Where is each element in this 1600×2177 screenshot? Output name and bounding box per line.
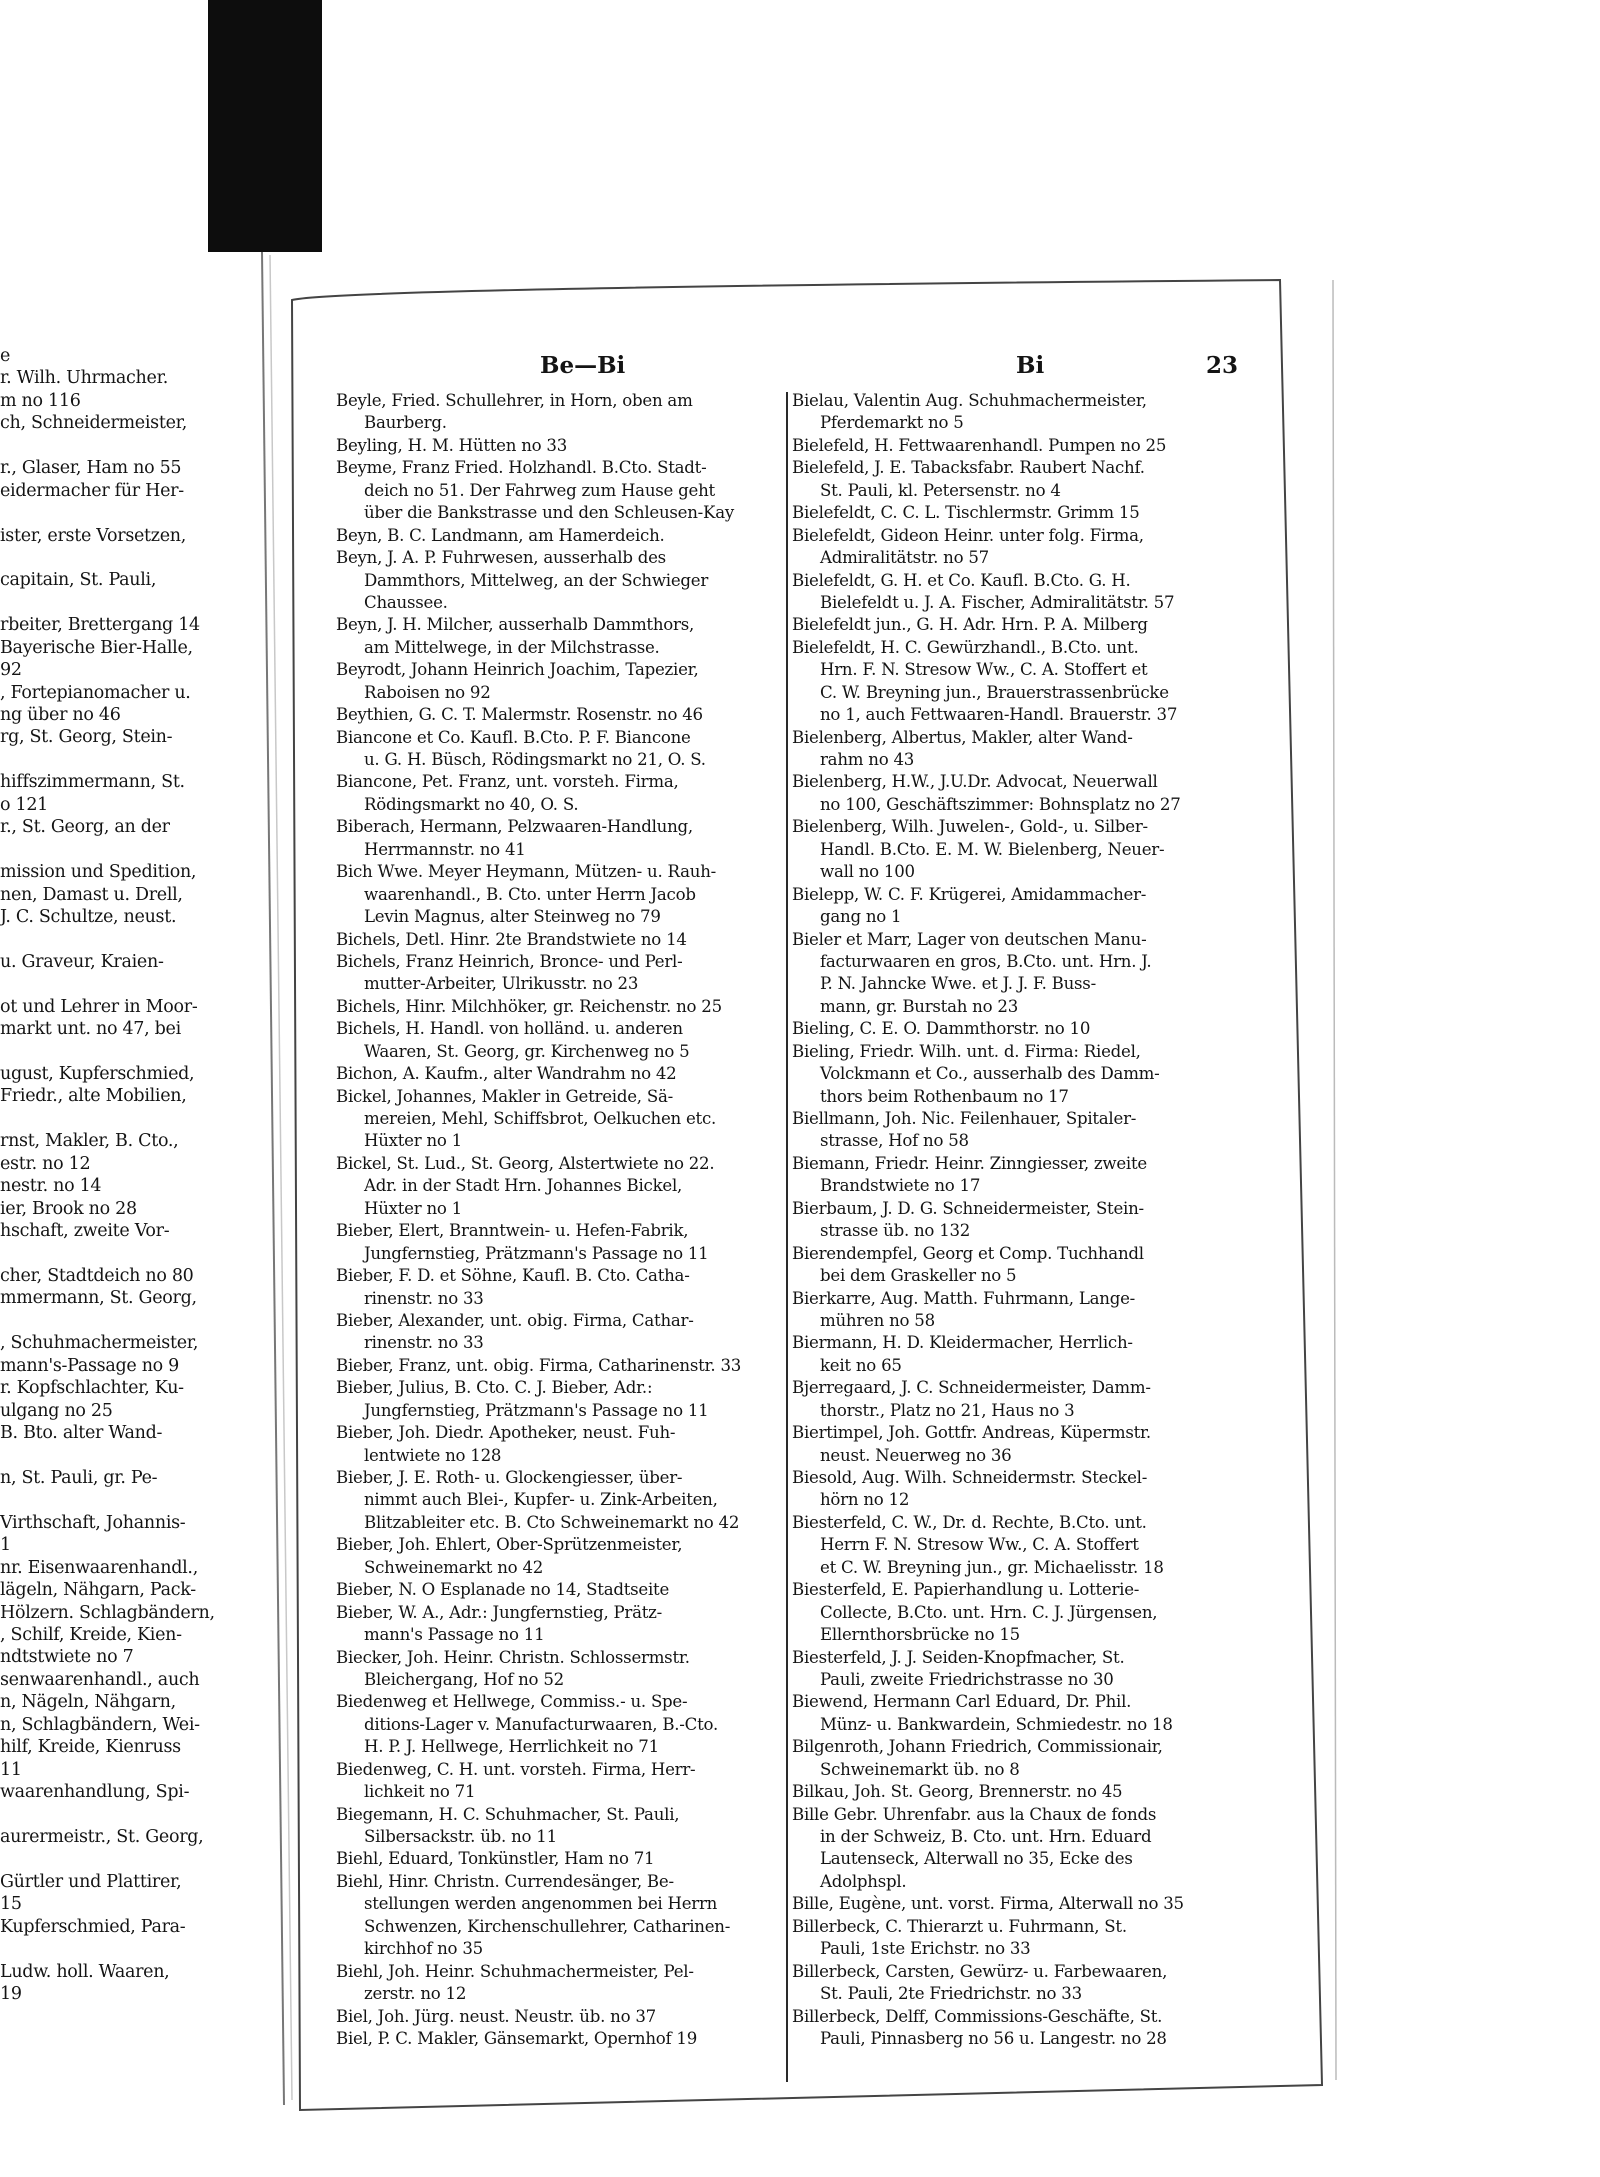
entry-continuation-line: keit no 65 bbox=[820, 1355, 902, 1375]
left-page-line: 15 bbox=[0, 1894, 22, 1915]
entry-continuation-line: Herrmannstr. no 41 bbox=[364, 839, 526, 859]
entry-line: Bielefeldt, C. C. L. Tischlermstr. Grimm 15 bbox=[792, 503, 1140, 523]
entry-line: Biesold, Aug. Wilh. Schneidermstr. Steckel- bbox=[792, 1468, 1148, 1487]
entry-continuation-line: Schwenzen, Kirchenschullehrer, Catharinen- bbox=[364, 1916, 731, 1936]
header-letter: Bi bbox=[1016, 352, 1045, 379]
left-page-line: 19 bbox=[0, 1983, 22, 2004]
entry-line: Bieber, N. O Esplanade no 14, Stadtseite bbox=[336, 1580, 670, 1600]
left-page-line: hschaft, zweite Vor- bbox=[0, 1221, 170, 1242]
entry-continuation-line: mann, gr. Burstah no 23 bbox=[820, 996, 1019, 1016]
left-page-line bbox=[0, 1803, 235, 1825]
entry-continuation-line: no 1, auch Fettwaaren-Handl. Brauerstr. 37 bbox=[820, 705, 1178, 725]
left-page-line: lägeln, Nähgarn, Pack- bbox=[0, 1580, 196, 1601]
entry-continuation-line: strasse üb. no 132 bbox=[820, 1221, 971, 1241]
entry-continuation-line: Rödingsmarkt no 40, O. S. bbox=[364, 794, 579, 814]
entry-line: Biertimpel, Joh. Gottfr. Andreas, Küpermstr. bbox=[792, 1423, 1151, 1443]
left-page-line: Hölzern. Schlagbändern, bbox=[0, 1602, 215, 1623]
entry-continuation-line: Hüxter no 1 bbox=[364, 1198, 462, 1218]
entry-line: Bieber, J. E. Roth- u. Glockengiesser, über- bbox=[336, 1468, 683, 1487]
left-page-line: n, Nägeln, Nähgarn, bbox=[0, 1692, 176, 1713]
entry-continuation-line: H. P. J. Hellwege, Herrlichkeit no 71 bbox=[364, 1737, 659, 1757]
entry-continuation-line: neust. Neuerweg no 36 bbox=[820, 1445, 1012, 1465]
entry-continuation-line: Schweinemarkt no 42 bbox=[364, 1557, 544, 1577]
entry-continuation-line: St. Pauli, 2te Friedrichstr. no 33 bbox=[820, 1984, 1082, 2004]
entry-continuation-line: lichkeit no 71 bbox=[364, 1782, 476, 1802]
entry-line: Bierkarre, Aug. Matth. Fuhrmann, Lange- bbox=[792, 1288, 1136, 1308]
entry-line: Bieber, Elert, Branntwein- u. Hefen-Fabrik, bbox=[336, 1221, 689, 1241]
entry-continuation-line: Münz- u. Bankwardein, Schmiedestr. no 18 bbox=[820, 1714, 1173, 1734]
left-page-line: rg, St. Georg, Stein- bbox=[0, 727, 173, 748]
left-page-line bbox=[0, 1848, 235, 1870]
entry-line: Biedenweg et Hellwege, Commiss.- u. Spe- bbox=[336, 1692, 688, 1712]
left-page-line: ndtstwiete no 7 bbox=[0, 1647, 134, 1668]
left-page-line: nr. Eisenwaarenhandl., bbox=[0, 1557, 198, 1578]
entry-line: Biemann, Friedr. Heinr. Zinngiesser, zweite bbox=[792, 1153, 1147, 1173]
entry-line: Beyn, B. C. Landmann, am Hamerdeich. bbox=[336, 525, 665, 545]
left-page-line: eidermacher für Her- bbox=[0, 480, 184, 501]
entry-line: Beyme, Franz Fried. Holzhandl. B.Cto. Stadt- bbox=[336, 458, 707, 478]
left-page-line bbox=[0, 1243, 235, 1265]
entry-continuation-line: Herrn F. N. Stresow Ww., C. A. Stoffert bbox=[820, 1535, 1139, 1555]
left-page-line: 92 bbox=[0, 660, 22, 681]
binding-strip bbox=[208, 0, 322, 252]
left-page-line: Kupferschmied, Para- bbox=[0, 1916, 186, 1937]
entry-continuation-line: stellungen werden angenommen bei Herrn bbox=[364, 1894, 718, 1914]
entry-line: Bielefeldt jun., G. H. Adr. Hrn. P. A. Milberg bbox=[792, 615, 1148, 635]
entry-continuation-line: u. G. H. Büsch, Rödingsmarkt no 21, O. S. bbox=[364, 750, 706, 769]
left-page-line bbox=[0, 839, 235, 861]
left-page-line bbox=[0, 928, 235, 950]
entry-continuation-line: mühren no 58 bbox=[820, 1310, 935, 1330]
entry-continuation-line: Blitzableiter etc. B. Cto Schweinemarkt no 42 bbox=[364, 1512, 740, 1532]
entry-line: Biehl, Hinr. Christn. Currendesänger, Be- bbox=[336, 1871, 674, 1891]
entry-line: Bielefeldt, Gideon Heinr. unter folg. Firma, bbox=[792, 525, 1144, 545]
entry-continuation-line: Chaussee. bbox=[364, 592, 448, 612]
left-page-line: rnst, Makler, B. Cto., bbox=[0, 1131, 179, 1152]
left-page-line: cher, Stadtdeich no 80 bbox=[0, 1265, 194, 1286]
entry-line: Biesterfeld, J. J. Seiden-Knopfmacher, St. bbox=[792, 1647, 1125, 1667]
entry-line: Billerbeck, C. Thierarzt u. Fuhrmann, St. bbox=[792, 1916, 1127, 1936]
left-page-line: ch, Schneidermeister, bbox=[0, 413, 188, 434]
left-page-line: Gürtler und Plattirer, bbox=[0, 1871, 182, 1892]
left-page-line: nen, Damast u. Drell, bbox=[0, 884, 183, 905]
left-page-line: waarenhandlung, Spi- bbox=[0, 1782, 190, 1802]
entry-line: Bille Gebr. Uhrenfabr. aus la Chaux de fonds bbox=[792, 1804, 1157, 1824]
entry-line: Bieber, W. A., Adr.: Jungfernstieg, Prätz- bbox=[336, 1602, 663, 1622]
left-page-line: rbeiter, Brettergang 14 bbox=[0, 615, 200, 636]
entry-line: Biel, P. C. Makler, Gänsemarkt, Opernhof 19 bbox=[336, 2028, 698, 2048]
entry-line: Biehl, Joh. Heinr. Schuhmachermeister, Pel- bbox=[336, 1961, 694, 1981]
entry-continuation-line: Pauli, 1ste Erichstr. no 33 bbox=[820, 1939, 1031, 1959]
entry-line: Bjerregaard, J. C. Schneidermeister, Damm- bbox=[792, 1378, 1151, 1398]
entry-continuation-line: Jungfernstieg, Prätzmann's Passage no 11 bbox=[364, 1400, 709, 1420]
left-page-line: mission und Spedition, bbox=[0, 862, 197, 883]
left-page-line: ugust, Kupferschmied, bbox=[0, 1064, 195, 1084]
entry-line: Biancone, Pet. Franz, unt. vorsteh. Firma, bbox=[336, 772, 679, 792]
left-page-line bbox=[0, 1310, 235, 1332]
entry-continuation-line: Lautenseck, Alterwall no 35, Ecke des bbox=[820, 1849, 1133, 1869]
left-page-line: hiffszimmermann, St. bbox=[0, 772, 185, 793]
entry-line: Biberach, Hermann, Pelzwaaren-Handlung, bbox=[336, 817, 693, 837]
left-page-line: r., Glaser, Ham no 55 bbox=[0, 458, 182, 479]
entry-continuation-line: Hrn. F. N. Stresow Ww., C. A. Stoffert et bbox=[820, 660, 1148, 680]
entry-line: Beythien, G. C. T. Malermstr. Rosenstr. no 46 bbox=[336, 705, 703, 725]
left-page-line: 11 bbox=[0, 1759, 22, 1780]
left-page-line: Virthschaft, Johannis- bbox=[0, 1512, 186, 1533]
entry-line: Bieber, Alexander, unt. obig. Firma, Cathar- bbox=[336, 1310, 694, 1330]
left-page-line: r., St. Georg, an der bbox=[0, 817, 170, 838]
left-page-line: ier, Brook no 28 bbox=[0, 1198, 137, 1219]
entry-continuation-line: Jungfernstieg, Prätzmann's Passage no 11 bbox=[364, 1243, 709, 1263]
left-page-fragment bbox=[0, 345, 235, 2085]
entry-line: Bielenberg, Albertus, Makler, alter Wand- bbox=[792, 727, 1133, 747]
left-page-line: e bbox=[0, 346, 11, 366]
left-page-line bbox=[0, 1041, 235, 1063]
left-page-line bbox=[0, 749, 235, 771]
left-page-line: Bayerische Bier-Halle, bbox=[0, 637, 193, 658]
entry-continuation-line: Schweinemarkt üb. no 8 bbox=[820, 1759, 1020, 1779]
left-page-line: J. C. Schultze, neust. bbox=[0, 906, 177, 927]
entry-continuation-line: Volckmann et Co., ausserhalb des Damm- bbox=[820, 1064, 1160, 1084]
entry-line: Bieling, C. E. O. Dammthorstr. no 10 bbox=[792, 1019, 1091, 1039]
page-number: 23 bbox=[1206, 352, 1239, 379]
entry-line: Billerbeck, Delff, Commissions-Geschäfte, St. bbox=[792, 2006, 1163, 2026]
entry-line: Beyrodt, Johann Heinrich Joachim, Tapezier, bbox=[336, 660, 699, 680]
header-range: Be—Bi bbox=[540, 352, 626, 379]
left-page-line: , Schilf, Kreide, Kien- bbox=[0, 1624, 182, 1645]
left-page-line: u. Graveur, Kraien- bbox=[0, 951, 164, 972]
entry-line: Biecker, Joh. Heinr. Christn. Schlossermstr. bbox=[336, 1647, 690, 1667]
entry-continuation-line: mutter-Arbeiter, Ulrikusstr. no 23 bbox=[364, 974, 639, 994]
entry-continuation-line: am Mittelwege, in der Milchstrasse. bbox=[364, 637, 660, 657]
left-page-line: ister, erste Vorsetzen, bbox=[0, 525, 187, 546]
entry-continuation-line: Dammthors, Mittelweg, an der Schwieger bbox=[364, 570, 709, 590]
entry-line: Biegemann, H. C. Schuhmacher, St. Pauli, bbox=[336, 1804, 680, 1824]
entry-line: Biancone et Co. Kaufl. B.Cto. P. F. Biancone bbox=[336, 727, 691, 747]
entry-continuation-line: Pauli, zweite Friedrichstrasse no 30 bbox=[820, 1669, 1114, 1689]
entry-line: Bilkau, Joh. St. Georg, Brennerstr. no 45 bbox=[792, 1782, 1123, 1802]
entry-line: Biesterfeld, C. W., Dr. d. Rechte, B.Cto. unt. bbox=[792, 1512, 1147, 1532]
entry-line: Billerbeck, Carsten, Gewürz- u. Farbewaaren, bbox=[792, 1961, 1168, 1981]
entry-continuation-line: Brandstwiete no 17 bbox=[820, 1176, 981, 1196]
entry-line: Bieber, Julius, B. Cto. C. J. Bieber, Adr.: bbox=[336, 1378, 653, 1398]
left-page-line bbox=[0, 1489, 235, 1511]
entry-continuation-line: ditions-Lager v. Manufacturwaaren, B.-Cto. bbox=[364, 1714, 718, 1734]
entry-line: Bieling, Friedr. Wilh. unt. d. Firma: Riedel, bbox=[792, 1041, 1141, 1061]
entry-line: Bickel, St. Lud., St. Georg, Alstertwiete no 22. bbox=[336, 1153, 715, 1173]
left-page-line: B. Bto. alter Wand- bbox=[0, 1423, 163, 1443]
entry-continuation-line: thorstr., Platz no 21, Haus no 3 bbox=[820, 1400, 1075, 1420]
entry-line: Bielenberg, Wilh. Juwelen-, Gold-, u. Silber- bbox=[792, 817, 1148, 837]
entry-line: Bichels, Hinr. Milchhöker, gr. Reichenstr. no 25 bbox=[336, 996, 722, 1016]
entry-line: Bielefeldt, H. C. Gewürzhandl., B.Cto. unt. bbox=[792, 637, 1139, 657]
left-page-line bbox=[0, 435, 235, 457]
entry-line: Biedenweg, C. H. unt. vorsteh. Firma, Herr- bbox=[336, 1759, 696, 1779]
entry-continuation-line: Ellernthorsbrücke no 15 bbox=[820, 1625, 1020, 1645]
entry-line: Bielau, Valentin Aug. Schuhmachermeister, bbox=[792, 391, 1147, 410]
entry-continuation-line: zerstr. no 12 bbox=[364, 1984, 467, 2004]
entry-continuation-line: Collecte, B.Cto. unt. Hrn. C. J. Jürgensen, bbox=[820, 1602, 1158, 1622]
entry-continuation-line: no 100, Geschäftszimmer: Bohnsplatz no 27 bbox=[820, 794, 1181, 814]
entry-continuation-line: über die Bankstrasse und den Schleusen-Kay bbox=[364, 503, 734, 523]
entry-continuation-line: rinenstr. no 33 bbox=[364, 1288, 484, 1308]
entry-line: Bich Wwe. Meyer Heymann, Mützen- u. Rauh- bbox=[336, 862, 717, 882]
left-page-line bbox=[0, 1938, 235, 1960]
entry-continuation-line: et C. W. Breyning jun., gr. Michaelisstr. 18 bbox=[820, 1557, 1164, 1577]
entry-line: Beyn, J. H. Milcher, ausserhalb Dammthors, bbox=[336, 615, 695, 635]
left-page-line: r. Kopfschlachter, Ku- bbox=[0, 1378, 184, 1399]
entry-continuation-line: wall no 100 bbox=[820, 862, 915, 882]
entry-line: Biellmann, Joh. Nic. Feilenhauer, Spitaler- bbox=[792, 1109, 1137, 1128]
entry-line: Beyling, H. M. Hütten no 33 bbox=[336, 435, 568, 455]
entry-line: Bieber, Joh. Ehlert, Ober-Sprützenmeister, bbox=[336, 1535, 683, 1555]
entry-line: Bickel, Johannes, Makler in Getreide, Sä- bbox=[336, 1086, 673, 1106]
entry-line: Biermann, H. D. Kleidermacher, Herrlich- bbox=[792, 1333, 1133, 1353]
left-page-line: aurermeistr., St. Georg, bbox=[0, 1826, 204, 1847]
entry-continuation-line: lentwiete no 128 bbox=[364, 1445, 502, 1465]
entry-line: Bille, Eugène, unt. vorst. Firma, Alterwall no 35 bbox=[792, 1894, 1184, 1914]
left-page-line bbox=[0, 1444, 235, 1466]
entry-line: Bielenberg, H.W., J.U.Dr. Advocat, Neuerwall bbox=[792, 772, 1158, 792]
left-page-line: , Fortepianomacher u. bbox=[0, 682, 191, 703]
left-page-line: hilf, Kreide, Kienruss bbox=[0, 1737, 181, 1758]
left-page-line: nestr. no 14 bbox=[0, 1176, 102, 1197]
entry-continuation-line: Adolphspl. bbox=[820, 1871, 907, 1891]
entry-line: Bielefeldt, G. H. et Co. Kaufl. B.Cto. G. H. bbox=[792, 570, 1131, 590]
left-page-line bbox=[0, 973, 235, 995]
entry-continuation-line: mann's Passage no 11 bbox=[364, 1625, 545, 1645]
entry-continuation-line: Levin Magnus, alter Steinweg no 79 bbox=[364, 907, 661, 927]
left-page-line: estr. no 12 bbox=[0, 1153, 91, 1174]
entry-continuation-line: Waaren, St. Georg, gr. Kirchenweg no 5 bbox=[364, 1041, 690, 1061]
entry-continuation-line: rinenstr. no 33 bbox=[364, 1333, 484, 1353]
column-divider bbox=[786, 392, 788, 2082]
entry-continuation-line: P. N. Jahncke Wwe. et J. J. F. Buss- bbox=[820, 974, 1096, 994]
entry-continuation-line: kirchhof no 35 bbox=[364, 1939, 483, 1959]
entry-continuation-line: deich no 51. Der Fahrweg zum Hause geht bbox=[364, 480, 715, 500]
entry-continuation-line: St. Pauli, kl. Petersenstr. no 4 bbox=[820, 480, 1061, 500]
entry-continuation-line: rahm no 43 bbox=[820, 750, 915, 769]
entry-continuation-line: Bleichergang, Hof no 52 bbox=[364, 1669, 564, 1689]
entry-line: Biel, Joh. Jürg. neust. Neustr. üb. no 37 bbox=[336, 2006, 656, 2026]
entry-continuation-line: hörn no 12 bbox=[820, 1490, 910, 1510]
entry-continuation-line: gang no 1 bbox=[820, 907, 902, 927]
entry-continuation-line: thors beim Rothenbaum no 17 bbox=[820, 1086, 1069, 1106]
directory-column-left bbox=[336, 390, 786, 2050]
left-page-line bbox=[0, 547, 235, 569]
entry-line: Biehl, Eduard, Tonkünstler, Ham no 71 bbox=[336, 1849, 655, 1869]
entry-continuation-line: strasse, Hof no 58 bbox=[820, 1131, 969, 1151]
entry-line: Biesterfeld, E. Papierhandlung u. Lotterie- bbox=[792, 1580, 1140, 1600]
entry-continuation-line: Admiralitätstr. no 57 bbox=[820, 548, 989, 568]
page-header bbox=[340, 352, 1240, 388]
left-page-line: Friedr., alte Mobilien, bbox=[0, 1086, 187, 1107]
entry-line: Bielepp, W. C. F. Krügerei, Amidammacher- bbox=[792, 884, 1147, 904]
left-page-line: m no 116 bbox=[0, 390, 81, 411]
left-page-line bbox=[0, 502, 235, 524]
entry-continuation-line: Silbersackstr. üb. no 11 bbox=[364, 1827, 557, 1846]
left-page-line: capitain, St. Pauli, bbox=[0, 570, 157, 591]
left-page-line: ot und Lehrer in Moor- bbox=[0, 996, 198, 1017]
left-page-line: n, St. Pauli, gr. Pe- bbox=[0, 1467, 158, 1488]
entry-continuation-line: nimmt auch Blei-, Kupfer- u. Zink-Arbeiten, bbox=[364, 1490, 718, 1510]
entry-continuation-line: in der Schweiz, B. Cto. unt. Hrn. Eduard bbox=[820, 1827, 1152, 1846]
entry-continuation-line: Pauli, Pinnasberg no 56 u. Langestr. no 28 bbox=[820, 2028, 1167, 2048]
entry-continuation-line: Handl. B.Cto. E. M. W. Bielenberg, Neuer- bbox=[820, 839, 1165, 859]
entry-line: Beyn, J. A. P. Fuhrwesen, ausserhalb des bbox=[336, 548, 666, 568]
left-page-line: n, Schlagbändern, Wei- bbox=[0, 1714, 200, 1735]
left-page-line: markt unt. no 47, bei bbox=[0, 1019, 181, 1040]
entry-continuation-line: Bielefeldt u. J. A. Fischer, Admiralitätstr. 57 bbox=[820, 592, 1175, 612]
entry-line: Bielefeld, J. E. Tabacksfabr. Raubert Nachf. bbox=[792, 458, 1145, 478]
left-page-line bbox=[0, 1108, 235, 1130]
entry-line: Bichels, Franz Heinrich, Bronce- und Perl- bbox=[336, 951, 683, 971]
entry-line: Beyle, Fried. Schullehrer, in Horn, oben am bbox=[336, 391, 693, 410]
entry-continuation-line: C. W. Breyning jun., Brauerstrassenbrücke bbox=[820, 682, 1169, 702]
left-page-line: mmermann, St. Georg, bbox=[0, 1288, 197, 1309]
left-page-line: r. Wilh. Uhrmacher. bbox=[0, 368, 168, 389]
left-page-line: mann's-Passage no 9 bbox=[0, 1355, 180, 1376]
entry-line: Bielefeld, H. Fettwaarenhandl. Pumpen no 25 bbox=[792, 435, 1167, 455]
entry-line: Bichels, H. Handl. von holländ. u. anderen bbox=[336, 1019, 683, 1039]
entry-line: Bieber, Franz, unt. obig. Firma, Catharinenstr. 33 bbox=[336, 1355, 742, 1375]
entry-continuation-line: waarenhandl., B. Cto. unter Herrn Jacob bbox=[364, 884, 696, 904]
left-page-line bbox=[0, 592, 235, 614]
entry-line: Bichon, A. Kaufm., alter Wandrahm no 42 bbox=[336, 1064, 677, 1084]
entry-line: Biewend, Hermann Carl Eduard, Dr. Phil. bbox=[792, 1692, 1132, 1712]
entry-continuation-line: facturwaaren en gros, B.Cto. unt. Hrn. J. bbox=[820, 951, 1152, 971]
entry-line: Bierendempfel, Georg et Comp. Tuchhandl bbox=[792, 1243, 1144, 1263]
entry-continuation-line: mereien, Mehl, Schiffsbrot, Oelkuchen etc. bbox=[364, 1109, 717, 1128]
left-page-line: ng über no 46 bbox=[0, 705, 121, 725]
entry-continuation-line: Raboisen no 92 bbox=[364, 682, 491, 702]
left-page-line: ulgang no 25 bbox=[0, 1400, 113, 1421]
entry-line: Bieber, F. D. et Söhne, Kaufl. B. Cto. Catha- bbox=[336, 1266, 690, 1286]
entry-continuation-line: Adr. in der Stadt Hrn. Johannes Bickel, bbox=[364, 1176, 683, 1196]
entry-line: Bierbaum, J. D. G. Schneidermeister, Stein- bbox=[792, 1198, 1144, 1218]
left-page-line: senwaarenhandl., auch bbox=[0, 1669, 200, 1690]
directory-column-right bbox=[792, 390, 1240, 2050]
left-page-line: o 121 bbox=[0, 794, 49, 815]
entry-continuation-line: Hüxter no 1 bbox=[364, 1131, 462, 1151]
entry-line: Bilgenroth, Johann Friedrich, Commissionair, bbox=[792, 1737, 1163, 1757]
entry-continuation-line: Baurberg. bbox=[364, 413, 447, 433]
entry-continuation-line: Pferdemarkt no 5 bbox=[820, 413, 964, 433]
left-page-line: 1 bbox=[0, 1535, 11, 1556]
left-page-line: , Schuhmachermeister, bbox=[0, 1333, 199, 1354]
left-page-line: Ludw. holl. Waaren, bbox=[0, 1961, 170, 1982]
entry-continuation-line: bei dem Graskeller no 5 bbox=[820, 1266, 1017, 1286]
entry-line: Bichels, Detl. Hinr. 2te Brandstwiete no 14 bbox=[336, 929, 687, 949]
entry-line: Bieler et Marr, Lager von deutschen Manu- bbox=[792, 929, 1147, 949]
entry-line: Bieber, Joh. Diedr. Apotheker, neust. Fuh- bbox=[336, 1423, 676, 1443]
